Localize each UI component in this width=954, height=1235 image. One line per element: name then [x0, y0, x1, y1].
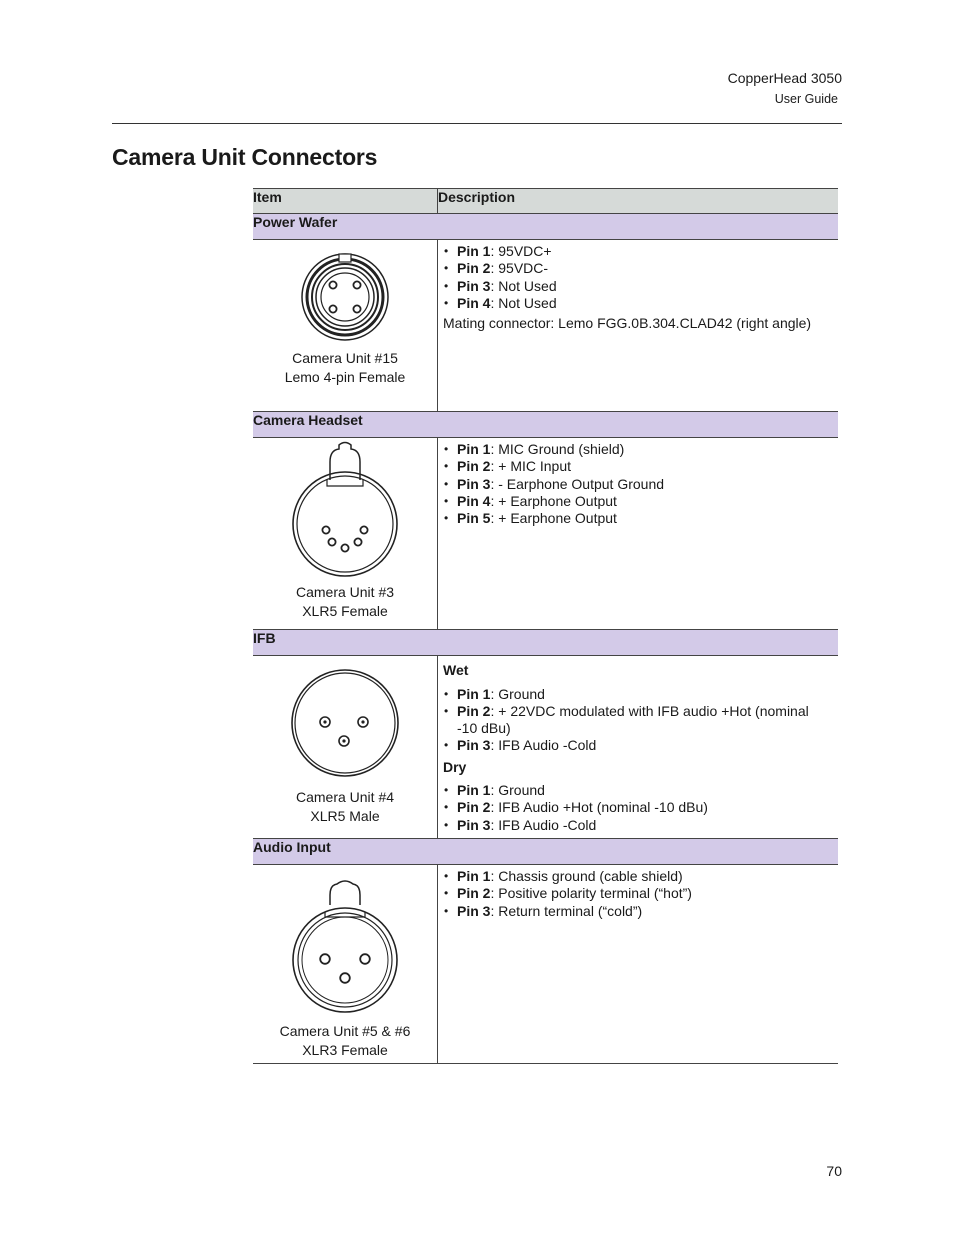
item-cell [253, 865, 438, 1064]
xlr5-female-connector-icon [253, 438, 437, 584]
list-item: • Pin 5: + Earphone Output [443, 510, 832, 527]
section-row-camera-headset [253, 412, 838, 438]
list-item: • Pin 2: IFB Audio +Hot (nominal -10 dBu) [443, 799, 832, 816]
list-item: • Pin 3: - Earphone Output Ground [443, 476, 832, 493]
header-rule [112, 123, 842, 124]
xlr3-female-connector-icon [253, 865, 437, 1020]
table-row [253, 865, 838, 1064]
mating-connector-note: Mating connector: Lemo FGG.0B.304.CLAD42 (right angle) [443, 315, 812, 332]
list-item: • Pin 3: IFB Audio -Cold [443, 737, 832, 754]
section-title: Camera Headset [253, 412, 838, 438]
list-item: • Pin 4: + Earphone Output [443, 493, 832, 510]
list-item: • Pin 2: Positive polarity terminal (“hot”) [443, 885, 832, 902]
col-header-description: Description [438, 189, 839, 214]
page-title: Camera Unit Connectors [112, 144, 378, 170]
group-label-dry: Dry [443, 758, 467, 775]
pin-list [443, 243, 832, 312]
item-cell [253, 438, 438, 630]
caption-line: XLR3 Female [302, 1042, 388, 1059]
lemo-4pin-female-connector-icon [253, 240, 437, 345]
caption-line: Camera Unit #5 & #6 [279, 1023, 411, 1040]
section-title: Audio Input [253, 839, 838, 865]
list-item: • Pin 3: Return terminal (“cold”) [443, 903, 832, 920]
pin-list [443, 782, 832, 834]
description-cell [438, 438, 839, 630]
table-row [253, 656, 838, 839]
description-cell [438, 865, 839, 1064]
section-row-audio-input [253, 839, 838, 865]
page-number: 70 [826, 1163, 842, 1179]
section-title: IFB [253, 630, 838, 656]
table-row [253, 438, 838, 630]
caption-line: Camera Unit #3 [295, 584, 395, 600]
list-item: • Pin 1: Ground [443, 686, 832, 703]
list-item: • Pin 1: 95VDC+ [443, 243, 832, 260]
table-header-row [253, 189, 838, 214]
list-item: • Pin 4: Not Used [443, 295, 832, 312]
group-label-wet: Wet [443, 662, 469, 678]
list-item: • Pin 1: MIC Ground (shield) [443, 441, 832, 458]
list-item: • Pin 2: + 22VDC modulated with IFB audio +Hot (nominal -10 dBu) [443, 703, 832, 738]
pin-list [443, 441, 832, 527]
pin-list [443, 686, 832, 755]
table-row [253, 240, 838, 412]
list-item: • Pin 1: Ground [443, 782, 832, 799]
caption-line: Camera Unit #15 [292, 350, 398, 366]
list-item: • Pin 3: IFB Audio -Cold [443, 817, 832, 834]
section-row-ifb [253, 630, 838, 656]
list-item: • Pin 1: Chassis ground (cable shield) [443, 868, 832, 885]
list-item: • Pin 2: 95VDC- [443, 260, 832, 277]
caption-line: Camera Unit #4 [295, 789, 395, 805]
caption-line: XLR5 Female [302, 603, 388, 619]
xlr-male-connector-icon [253, 656, 437, 781]
item-cell [253, 240, 438, 412]
item-cell [253, 656, 438, 839]
col-header-item: Item [253, 189, 438, 214]
list-item: • Pin 2: + MIC Input [443, 458, 832, 475]
description-cell [438, 240, 839, 412]
pin-list [443, 868, 832, 920]
caption-line: Lemo 4-pin Female [284, 369, 406, 385]
description-cell [438, 656, 839, 839]
connector-table [253, 188, 838, 1064]
section-title: Power Wafer [253, 214, 838, 240]
caption-line: XLR5 Male [310, 808, 380, 824]
header-product: CopperHead 3050 [727, 70, 842, 86]
list-item: • Pin 3: Not Used [443, 278, 832, 295]
header-doc: User Guide [774, 92, 838, 106]
section-row-power-wafer [253, 214, 838, 240]
